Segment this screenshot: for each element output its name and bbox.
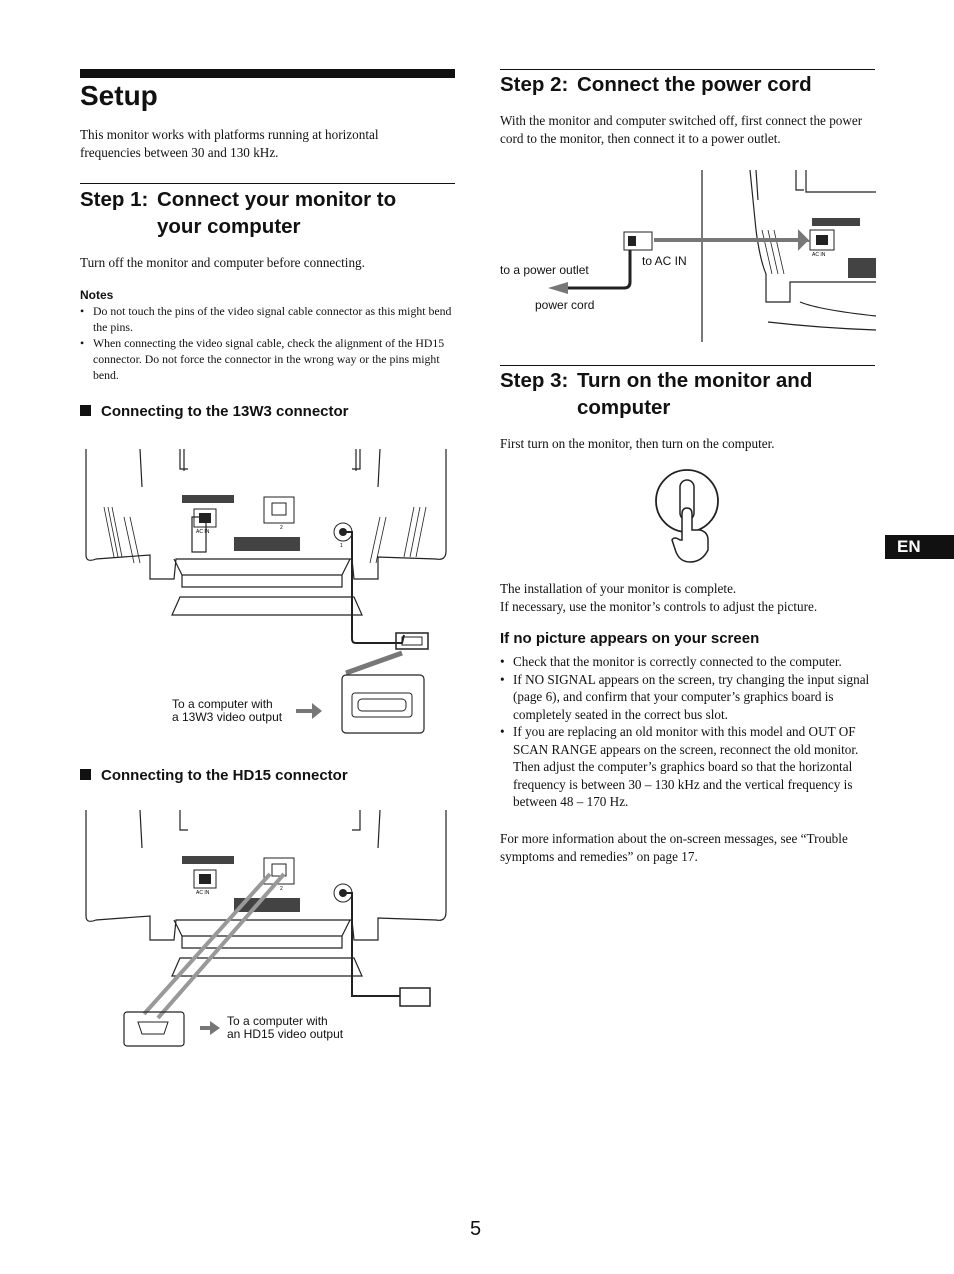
square-bullet-icon [80,769,91,780]
sub1-caption [172,698,282,724]
complete-line: The installation of your monitor is complete. [500,581,737,596]
step1-label: Step 1: [80,188,149,211]
trouble-item: • If you are replacing an old monitor with this model and OUT OF SCAN RANGE appears on the screen, reconnect the old monitor. Then adjust the computer’s graphics board so that the horizontal frequency is between 30 – 130 kHz and the vertical frequency is between 48 – 170 Hz. [500,723,876,811]
notes-heading: Notes [80,288,114,302]
complete-text [500,580,817,615]
step3-heading [500,367,875,421]
monitor-13w3-diagram [84,447,456,739]
sub1-label: Connecting to the 13W3 connector [101,403,349,420]
trouble-heading: If no picture appears on your screen [500,630,760,647]
step3-text: First turn on the monitor, then turn on the computer. [500,436,775,451]
svg-text:AC IN: AC IN [196,529,210,535]
step2-rule [500,69,875,70]
trouble-item: • Check that the monitor is correctly connected to the computer. [500,653,876,671]
label-cord: power cord [535,298,595,312]
sub2-heading [80,767,348,784]
step2-title: Connect the power cord [577,73,812,96]
page-title: Setup [80,80,158,111]
trouble-item: • If NO SIGNAL appears on the screen, try changing the input signal (page 6), and confirm that your computer’s graphics board is completely seated in the correct bus slot. [500,671,876,724]
step1-heading [80,186,455,240]
note-item: • When connecting the video signal cable, check the alignment of the HD15 connector. Do not force the connector in the wrong way or the pins might bend. [80,335,455,383]
step3-label: Step 3: [500,369,569,392]
step2-heading [500,71,875,98]
step3-title: Turn on the monitor and computer [577,369,813,419]
power-button-hand-icon [652,466,724,566]
svg-text:AC IN: AC IN [196,890,210,896]
step2-label: Step 2: [500,73,569,96]
intro-text: This monitor works with platforms running at horizontal frequencies between 30 and 130 kHz. [80,127,379,160]
svg-text:2: 2 [280,525,283,531]
page-number: 5 [470,1218,482,1240]
sub2-caption [227,1015,343,1041]
caption-line: To a computer with [172,697,273,711]
caption-line: To a computer with [227,1014,328,1028]
square-bullet-icon [80,405,91,416]
language-tab: EN [885,535,954,559]
title-rule [80,69,455,78]
step1-title: Connect your monitor to your computer [157,188,397,238]
caption-line: an HD15 video output [227,1027,344,1041]
step1-rule [80,183,455,184]
step2-text: With the monitor and computer switched off, first connect the power cord to the monitor, then connect it to a power outlet. [500,113,863,146]
caption-line: a 13W3 video output [172,710,283,724]
svg-text:2: 2 [280,886,283,892]
power-cord-diagram [500,170,876,342]
sub1-heading [80,403,349,420]
svg-text:1: 1 [340,543,343,549]
note-item: • Do not touch the pins of the video signal cable connector as this might bend the pins. [80,303,455,335]
complete-line: If necessary, use the monitor’s controls to adjust the picture. [500,598,818,614]
step3-rule [500,365,875,366]
step1-text: Turn off the monitor and computer before connecting. [80,255,365,270]
label-outlet: to a power outlet [500,263,589,277]
trouble-list [500,653,876,811]
more-info-text: For more information about the on-screen messages, see “Trouble symptoms and remedies” on page 17. [500,831,848,864]
notes-list [80,303,455,383]
sub2-label: Connecting to the HD15 connector [101,767,348,784]
svg-text:AC IN: AC IN [812,252,826,258]
label-acin: to AC IN [642,254,687,268]
